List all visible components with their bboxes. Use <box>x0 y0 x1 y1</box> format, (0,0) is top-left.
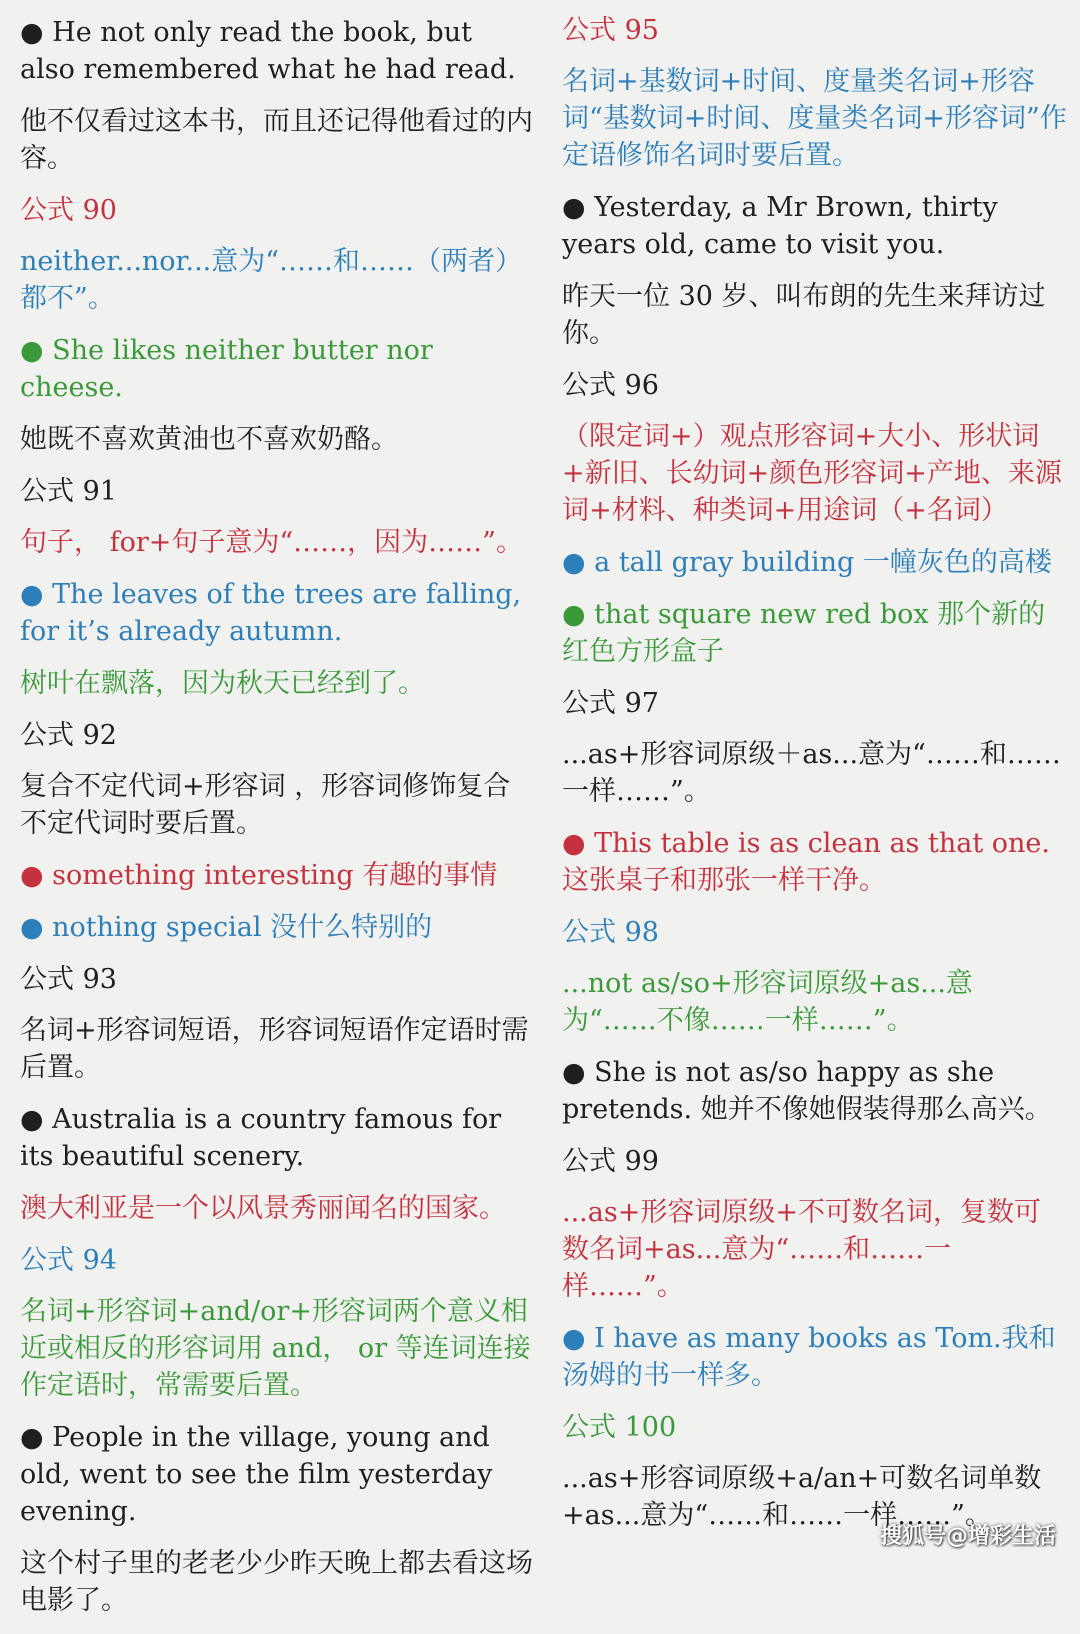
example-sentence: ● He not only read the book, but also remembered what he had read. <box>20 17 516 85</box>
paragraph: 澳大利亚是一个以风景秀丽闻名的国家。 <box>20 1193 506 1224</box>
formula-heading: 公式 93 <box>20 964 117 995</box>
formula-heading: 公式 94 <box>20 1245 117 1276</box>
paragraph: 树叶在飘落，因为秋天已经到了。 <box>20 668 425 699</box>
paragraph: 复合不定代词+形容词 ，形容词修饰复合不定代词时要后置。 <box>20 771 511 839</box>
formula-heading: 公式 99 <box>562 1146 659 1177</box>
example-sentence: ● Yesterday, a Mr Brown, thirty years old, came to visit you. <box>562 192 998 260</box>
example-sentence: ● She is not as/so happy as she pretends. 她并不像她假装得那么高兴。 <box>562 1057 1052 1125</box>
formula-heading: 公式 96 <box>562 370 659 401</box>
paragraph: 昨天一位 30 岁、叫布朗的先生来拜访过你。 <box>562 281 1046 349</box>
formula-heading: 公式 98 <box>562 917 659 948</box>
example-sentence: ● nothing special 没什么特别的 <box>20 912 433 943</box>
example-sentence: ● The leaves of the trees are falling, for it’s already autumn. <box>20 579 522 647</box>
watermark: 搜狐号@增彩生活 <box>879 1524 1056 1549</box>
paragraph: 他不仅看过这本书，而且还记得他看过的内容。 <box>20 106 533 174</box>
paragraph: ...as+形容词原级＋as...意为“……和……一样……”。 <box>562 739 1061 807</box>
formula-heading: 公式 95 <box>562 15 659 46</box>
paragraph: 句子， for+句子意为“……，因为……”。 <box>20 527 523 558</box>
paragraph: 名词+基数词+时间、度量类名词+形容词“基数词+时间、度量类名词+形容词”作定语修饰名词时要后置。 <box>562 66 1067 171</box>
formula-heading: 公式 92 <box>20 720 117 751</box>
paragraph: ...not as/so+形容词原级+as...意为“……不像……一样……”。 <box>562 968 973 1036</box>
paragraph: 名词+形容词短语，形容词短语作定语时需后置。 <box>20 1015 529 1083</box>
example-sentence: ● People in the village, young and old, went to see the film yesterday evening. <box>20 1422 493 1527</box>
example-sentence: ● a tall gray building 一幢灰色的高楼 <box>562 547 1052 578</box>
example-sentence: ● This table is as clean as that one.这张桌子和那张一样干净。 <box>562 828 1050 896</box>
paragraph: 她既不喜欢黄油也不喜欢奶酪。 <box>20 424 398 455</box>
paragraph: （限定词+）观点形容词+大小、形状词+新旧、长幼词+颜色形容词+产地、来源词+材料、种类词+用途词（+名词） <box>562 421 1062 526</box>
example-sentence: ● She likes neither butter nor cheese. <box>20 335 433 403</box>
left-column <box>20 0 535 1634</box>
formula-heading: 公式 90 <box>20 195 117 226</box>
right-column <box>562 0 1067 1549</box>
formula-heading: 公式 91 <box>20 476 117 507</box>
paragraph: neither...nor...意为“……和……（两者）都不”。 <box>20 246 523 314</box>
formula-heading: 公式 97 <box>562 688 659 719</box>
example-sentence: ● Australia is a country famous for its beautiful scenery. <box>20 1104 502 1172</box>
example-sentence: ● something interesting 有趣的事情 <box>20 860 498 891</box>
paragraph: 这个村子里的老老少少昨天晚上都去看这场电影了。 <box>20 1548 533 1616</box>
example-sentence: ● that square new red box 那个新的红色方形盒子 <box>562 599 1046 667</box>
example-sentence: ● I have as many books as Tom.我和汤姆的书一样多。 <box>562 1323 1056 1391</box>
paragraph: ...as+形容词原级+a/an+可数名词单数+as...意为“……和……一样……”。 <box>562 1463 1042 1531</box>
formula-heading: 公式 100 <box>562 1412 677 1443</box>
paragraph: ...as+形容词原级+不可数名词，复数可数名词+as...意为“……和……一样……”。 <box>562 1197 1041 1302</box>
paragraph: 名词+形容词+and/or+形容词两个意义相近或相反的形容词用 and， or 等连词连接作定语时，常需要后置。 <box>20 1296 531 1401</box>
